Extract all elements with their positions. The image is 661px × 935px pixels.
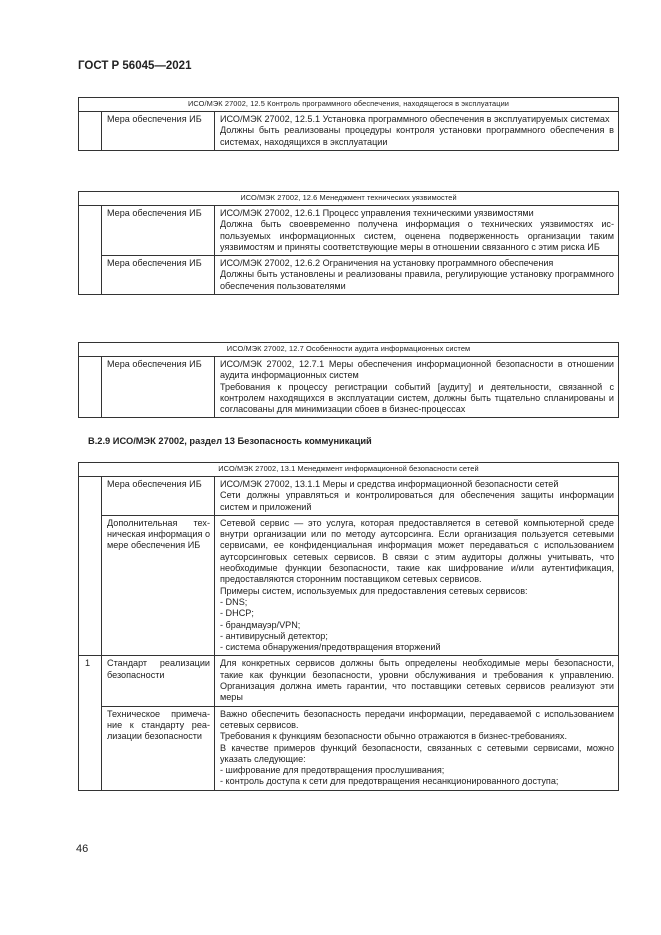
table-row: [79, 515, 619, 656]
paragraph: ИСО/МЭК 27002, 12.6.2 Ограничения на установку программного обеспечения: [220, 258, 554, 269]
paragraph: Важно обеспечить безопасность передачи информации, передаваемой с использованием сетевых сервисов.: [220, 708, 614, 730]
row-label: Стандарт реализации безопасности: [102, 656, 215, 706]
table-caption: ИСО/МЭК 27002, 12.7 Особенности аудита информационных систем: [79, 343, 619, 357]
row-text: [215, 477, 619, 516]
table-row: [79, 256, 619, 295]
row-number-cell: [79, 112, 102, 151]
table-caption: ИСО/МЭК 27002, 13.1 Менеджмент информационной безопасности сетей: [79, 463, 619, 477]
row-text: [215, 357, 619, 418]
list-item: - антивирусный детектор;: [220, 630, 328, 641]
document-header: ГОСТ Р 56045—2021: [78, 60, 192, 72]
row-number-cell: [79, 477, 102, 656]
row-number-cell: [79, 357, 102, 418]
table-13-1: [78, 462, 619, 791]
row-number-cell: [79, 206, 102, 295]
paragraph: ИСО/МЭК 27002, 13.1.1 Меры и средства информационной безопасности сетей: [220, 479, 559, 489]
paragraph: Сети должны управляться и контролироваться для обеспечения защиты информации систем и приложений: [220, 490, 614, 512]
table-row: [79, 112, 619, 151]
list-item: - DNS;: [220, 596, 248, 607]
table-12-5: [78, 97, 619, 151]
list-item: - брандмауэр/VPN;: [220, 619, 301, 630]
paragraph: Должна быть своевременно получена информация о технических уязвимостях используемых информационных систем, оценена подверженность организации таким уязвимостям и приняты соответствующие меры в отношении связанного с этим риска ИБ: [220, 219, 614, 252]
row-label: Дополнительная техническая информация о мере обеспечения ИБ: [102, 515, 215, 656]
row-text: [215, 206, 619, 256]
paragraph: Сетевой сервис — это услуга, которая предоставляется в сетевой компьютерной среде внутри организации или по методу аутсорсинга. Если организация пользуется сетевыми сервисами, ее конфиденциальная информация может передаваться с использованием аутсорсинговых сетевых сервисов. В связи с этим аудиторы должны учитывать, что необходимые функции безопасности, такие как шифрование и/или аутентификация, предоставляются сторонним поставщиком сетевых сервисов.: [220, 517, 614, 585]
row-text: [215, 706, 619, 790]
section-heading: В.2.9 ИСО/МЭК 27002, раздел 13 Безопасность коммуникаций: [88, 436, 372, 446]
table-row: [79, 206, 619, 256]
table-caption: ИСО/МЭК 27002, 12.6 Менеджмент технических уязвимостей: [79, 192, 619, 206]
row-text: Для конкретных сервисов должны быть определены необходимые меры безопасности, такие как функции безопасности, уровни обслуживания и требования к управлению. Организация должна иметь гарантии, что поставщики сетевых сервисов реализуют эти меры: [215, 656, 619, 706]
row-label: Мера обеспечения ИБ: [102, 256, 215, 295]
row-label: Мера обеспечения ИБ: [102, 112, 215, 151]
row-number: 1: [79, 656, 102, 790]
table-12-7: [78, 342, 619, 418]
table-row: [79, 656, 619, 706]
paragraph: Должны быть реализованы процедуры контроля установки программного обеспечения в системах, находящихся в эксплуатации: [220, 125, 614, 147]
paragraph: Примеры систем, используемых для предоставления сетевых сервисов:: [220, 585, 528, 596]
row-label: Мера обеспечения ИБ: [102, 206, 215, 256]
paragraph: ИСО/МЭК 27002, 12.5.1 Установка программного обеспечения в эксплуатируемых системах: [220, 114, 610, 124]
row-text: [215, 112, 619, 151]
list-item: - система обнаружения/предотвращения вторжений: [220, 642, 441, 653]
paragraph: В качестве примеров функций безопасности, связанных с сетевыми сервисами, можно указать следующие:: [220, 742, 614, 764]
paragraph: Требования к функциям безопасности обычно отражаются в бизнес-требованиях.: [220, 731, 568, 742]
row-label: Техническое примечание к стандарту реализации безопасности: [102, 706, 215, 790]
list-item: - контроль доступа к сети для предотвращения несанкционированного доступа;: [220, 776, 559, 787]
row-text: [215, 515, 619, 656]
row-label: Мера обеспечения ИБ: [102, 357, 215, 418]
paragraph: ИСО/МЭК 27002, 12.7.1 Меры обеспечения информационной безопасности в отношении аудита информационных систем: [220, 359, 614, 381]
page-number: 46: [76, 843, 89, 855]
table-caption: ИСО/МЭК 27002, 12.5 Контроль программного обеспечения, находящегося в эксплуатации: [79, 98, 619, 112]
table-row: [79, 477, 619, 516]
paragraph: ИСО/МЭК 27002, 12.6.1 Процесс управления техническими уязвимостями: [220, 208, 534, 218]
table-12-6: [78, 191, 619, 295]
paragraph: Должны быть установлены и реализованы правила, регулирующие установку программного обеспечения пользователями: [220, 269, 614, 291]
row-text: [215, 256, 619, 295]
row-label: Мера обеспечения ИБ: [102, 477, 215, 516]
table-row: [79, 357, 619, 418]
list-item: - DHCP;: [220, 608, 254, 619]
paragraph: Требования к процессу регистрации событий [аудиту] и деятельности, связанной с контролем находящихся в эксплуатации систем, должны быть тщательно спланированы и согласованы для минимизации сбоев в бизнес-процессах: [220, 381, 614, 415]
table-row: [79, 706, 619, 790]
list-item: - шифрование для предотвращения прослушивания;: [220, 765, 445, 776]
